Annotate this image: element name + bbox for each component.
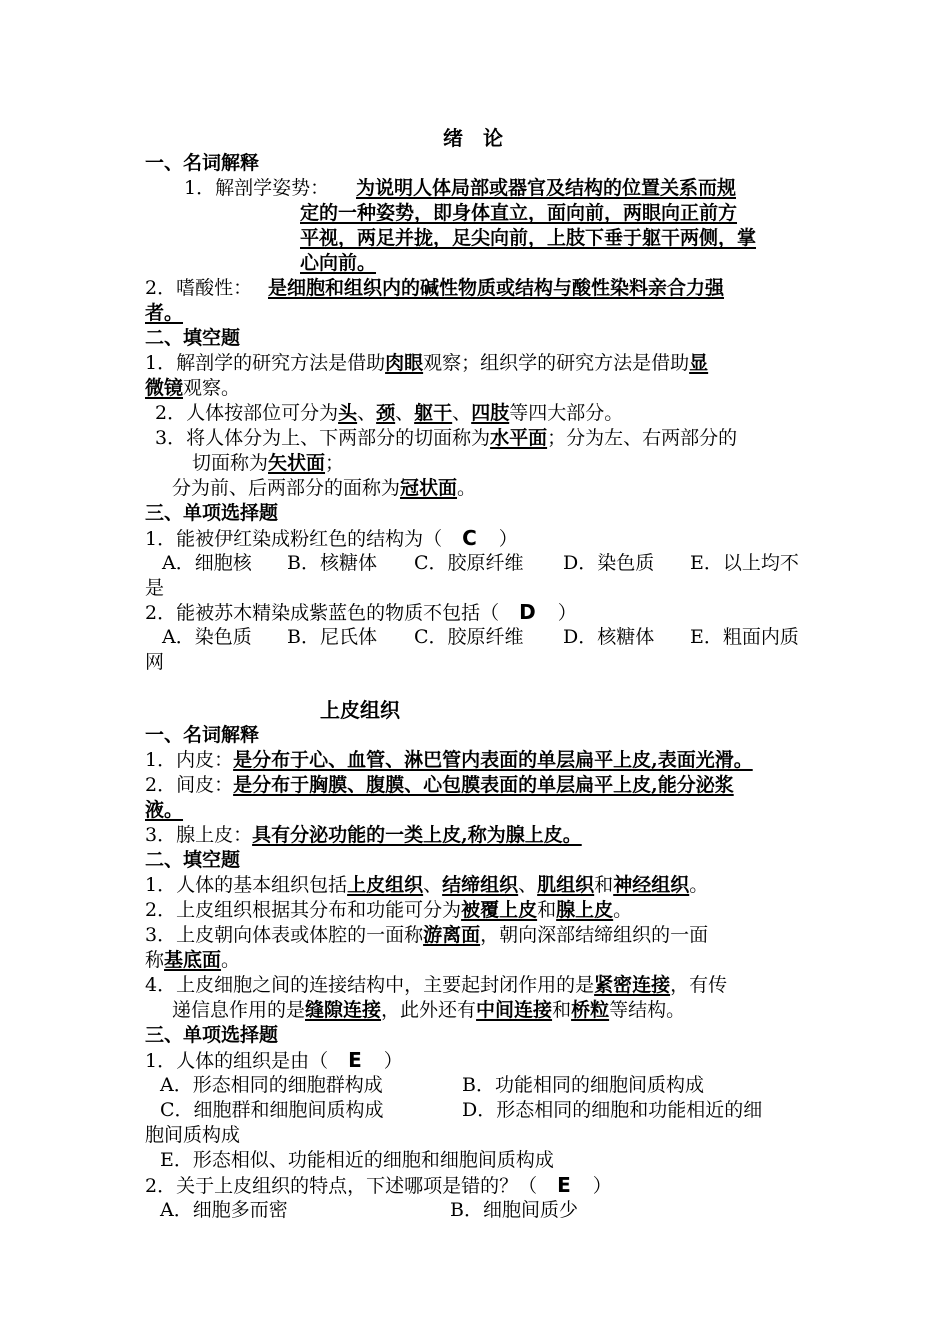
p2-choice-2-option-a: A．细胞多而密 <box>160 1199 288 1221</box>
fill-1-line-2: 微镜观察。 <box>145 377 241 399</box>
choice-2-option-b: B．尼氏体 <box>287 626 377 648</box>
p2-choice-1-option-b: B．功能相同的细胞间质构成 <box>462 1074 704 1096</box>
heading-term-definitions-2: 一、名词解释 <box>145 724 260 746</box>
choice-2-option-e: E．粗面内质 <box>690 626 799 648</box>
fill-2: 2．人体按部位可分为头、颈、躯干、四肢等四大部分。 <box>155 402 624 424</box>
p2-choice-1-question: 1．人体的组织是由（ E ） <box>145 1048 403 1072</box>
p2-definition-3: 3．腺上皮：具有分泌功能的一类上皮,称为腺上皮。 <box>145 824 582 846</box>
p2-definition-2-line-1: 2．间皮：是分布于胸膜、腹膜、心包膜表面的单层扁平上皮,能分泌浆 <box>145 774 734 796</box>
p2-fill-3-line-2: 称基底面。 <box>145 949 241 971</box>
fill-1-line-1: 1．解剖学的研究方法是借助肉眼观察；组织学的研究方法是借助显 <box>145 352 709 374</box>
choice-1-question: 1．能被伊红染成粉红色的结构为（ C ） <box>145 526 518 550</box>
p2-fill-4-line-1: 4．上皮细胞之间的连接结构中，主要起封闭作用的是紧密连接，有传 <box>145 974 728 996</box>
definition-1-line-1: 为说明人体局部或器官及结构的位置关系而规 <box>356 177 737 199</box>
choice-1-option-b: B．核糖体 <box>287 552 377 574</box>
p2-choice-1-option-d: D．形态相同的细胞和功能相近的细 <box>462 1099 763 1121</box>
fill-3-line-3: 分为前、后两部分的面称为冠状面。 <box>172 477 477 499</box>
p2-choice-2-question: 2．关于上皮组织的特点，下述哪项是错的？（ E ） <box>145 1173 612 1197</box>
definition-1-line-2: 定的一种姿势，即身体直立，面向前，两眼向正前方 <box>300 202 738 224</box>
choice-2-option-c: C．胶原纤维 <box>414 626 524 648</box>
heading-fill-blanks: 二、填空题 <box>145 327 241 349</box>
choice-1-option-a: A．细胞核 <box>162 552 252 574</box>
p2-fill-2: 2．上皮组织根据其分布和功能可分为被覆上皮和腺上皮。 <box>145 899 633 921</box>
choice-2-question: 2．能被苏木精染成紫蓝色的物质不包括（ D ） <box>145 600 577 624</box>
p2-definition-2-line-2: 液。 <box>145 799 184 821</box>
definition-1-line-4: 心向前。 <box>300 252 377 274</box>
choice-2-option-a: A．染色质 <box>162 626 252 648</box>
fill-3-line-1: 3．将人体分为上、下两部分的切面称为水平面；分为左、右两部分的 <box>155 427 738 449</box>
choice-1-option-e-tail: 是 <box>145 577 165 599</box>
definition-2-line-2: 者。 <box>145 302 184 324</box>
heading-fill-blanks-2: 二、填空题 <box>145 849 241 871</box>
choice-1-option-d: D．染色质 <box>563 552 655 574</box>
p2-choice-1-option-e: E．形态相似、功能相近的细胞和细胞间质构成 <box>160 1149 554 1171</box>
definition-2-line-1: 是细胞和组织内的碱性物质或结构与酸性染料亲合力强 <box>268 277 725 299</box>
section-title-epithelium: 上皮组织 <box>320 698 400 722</box>
p2-choice-1-option-d-tail: 胞间质构成 <box>145 1124 241 1146</box>
definition-2-label: 2．嗜酸性： <box>145 277 253 299</box>
choice-1-option-c: C．胶原纤维 <box>414 552 524 574</box>
definition-1-label: 1．解剖学姿势： <box>184 177 330 199</box>
heading-term-definitions: 一、名词解释 <box>145 152 260 174</box>
definition-1-line-3: 平视，两足并拢，足尖向前，上肢下垂于躯干两侧，掌 <box>300 227 757 249</box>
fill-3-line-2: 切面称为矢状面； <box>192 452 345 474</box>
heading-single-choice: 三、单项选择题 <box>145 502 279 524</box>
p2-choice-1-option-c: C．细胞群和细胞间质构成 <box>160 1099 384 1121</box>
p2-choice-1-option-a: A．形态相同的细胞群构成 <box>160 1074 383 1096</box>
choice-2-option-e-tail: 网 <box>145 651 165 673</box>
heading-single-choice-2: 三、单项选择题 <box>145 1024 279 1046</box>
choice-2-option-d: D．核糖体 <box>563 626 655 648</box>
p2-fill-3-line-1: 3．上皮朝向体表或体腔的一面称游离面，朝向深部结缔组织的一面 <box>145 924 709 946</box>
section-title-introduction: 绪 论 <box>443 126 503 150</box>
p2-definition-1: 1．内皮：是分布于心、血管、淋巴管内表面的单层扁平上皮,表面光滑。 <box>145 749 753 771</box>
p2-fill-1: 1．人体的基本组织包括上皮组织、结缔组织、肌组织和神经组织。 <box>145 874 709 896</box>
choice-1-option-e: E．以上均不 <box>690 552 799 574</box>
p2-choice-2-option-b: B．细胞间质少 <box>450 1199 578 1221</box>
p2-fill-4-line-2: 递信息作用的是缝隙连接，此外还有中间连接和桥粒等结构。 <box>172 999 686 1021</box>
